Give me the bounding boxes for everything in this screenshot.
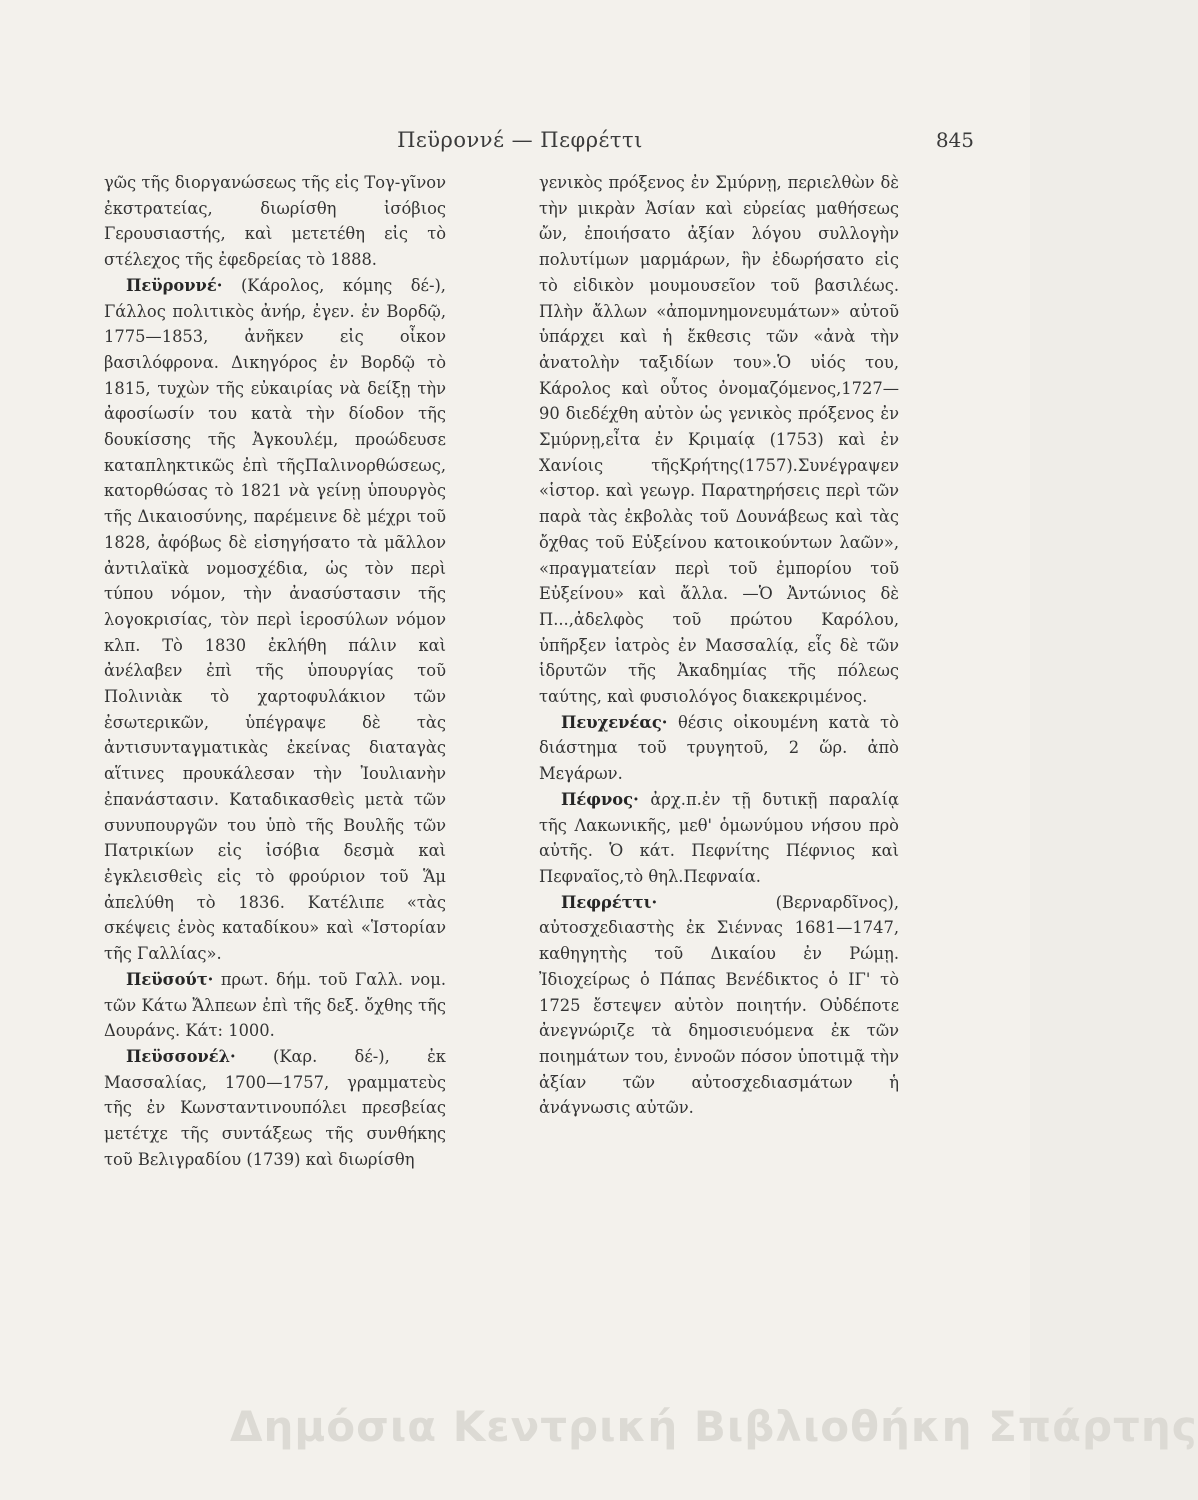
page-header — [60, 128, 980, 158]
entry-headword: Πευχενέας· — [561, 712, 668, 732]
entry-body: ἀρχ.π.ἐν τῇ δυτικῇ παραλίᾳ τῆς Λακωνικῆς, μεθ' ὁμωνύμου νήσου πρὸ αὐτῆς. Ὁ κάτ. Πεφνίτης Πέφνιος καὶ Πεφναῖος,τὸ θηλ.Πεφναία. — [539, 789, 899, 886]
entry-headword: Πέφνος· — [561, 789, 639, 809]
entry-continuation: γῶς τῆς διοργανώσεως τῆς εἰς Τογ-γῖνον ἐκστρατείας, διωρίσθη ἰσόβιος Γερουσιαστής, καὶ μετετέθη εἰς τὸ στέλεχος τῆς ἐφεδρείας τὸ 1888. — [104, 173, 446, 270]
entry-body: πρωτ. δήμ. τοῦ Γαλλ. νομ. τῶν Κάτω Ἄλπεων ἐπὶ τῆς δεξ. ὄχθης τῆς Δουράνς. Κάτ: 1000. — [104, 969, 446, 1041]
entry-peyronnet — [104, 273, 446, 967]
entry-peyssonnel — [104, 1044, 446, 1173]
library-watermark: Δημόσια Κεντρική Βιβλιοθήκη Σπάρτης — [230, 1402, 1198, 1451]
entry-headword: Πεϋσσονέλ· — [126, 1046, 236, 1066]
entry-pefnos — [539, 787, 899, 890]
entry-body: (Κάρολος, κόμης δέ-), Γάλλος πολιτικὸς ἀνήρ, ἐγεν. ἐν Βορδῷ, 1775—1853, ἀνῆκεν εἰς οἶκον βασιλόφρονα. Δικηγόρος ἐν Βορδῷ τὸ 1815, τυχὼν τῆς εὐκαιρίας νὰ δείξῃ τὴν ἀφοσίωσίν του κατὰ τὴν δίοδον τῆς δουκίσσης τῆς Ἀγκουλέμ, προώδευσε καταπληκτικῶς ἐπὶ τῆςΠαλινορθώσεως, κατορθώσας τὸ 1821 νὰ γείνῃ ὑπουργὸς τῆς Δικαιοσύνης, παρέμεινε δὲ μέχρι τοῦ 1828, ἀφόβως δὲ εἰσηγήσατο τὰ μᾶλλον ἀντιλαϊκὰ νομοσχέδια, ὡς τὸν περὶ τύπου νόμον, τὴν ἀνασύστασιν τῆς λογοκρισίας, τὸν περὶ ἱεροσύλων νόμον κλπ. Τὸ 1830 ἐκλήθη πάλιν καὶ ἀνέλαβεν ἐπὶ τῆς ὑπουργίας τοῦ Πολινιὰκ τὸ χαρτοφυλάκιον τῶν ἐσωτερικῶν, ὑπέγραψε δὲ τὰς ἀντισυνταγματικὰς ἐκείνας διαταγὰς αἵτινες προυκάλεσαν τὴν Ἰουλιανὴν ἐπανάστασιν. Καταδικασθεὶς μετὰ τῶν συνυπουργῶν του ὑπὸ τῆς Βουλῆς τῶν Πατρικίων εἰς ἰσόβια δεσμὰ καὶ ἐγκλεισθεὶς εἰς τὸ φρούριον τοῦ Ἅμ ἀπελύθη τὸ 1836. Κατέλιπε «τὰς σκέψεις ἑνὸς καταδίκου» καὶ «Ἱστορίαν τῆς Γαλλίας». — [104, 275, 446, 964]
running-head: Πεϋροννέ — Πεφρέττι — [397, 128, 643, 152]
entry-perfetti — [539, 890, 899, 1121]
right-column — [539, 170, 899, 1121]
entry-headword: Πεϋροννέ· — [126, 275, 223, 295]
entry-continuation: γενικὸς πρόξενος ἐν Σμύρνῃ, περιελθὼν δὲ τὴν μικρὰν Ἀσίαν καὶ εὐρείας μαθήσεως ὤν, ἐποιήσατο ἀξίαν λόγου συλλογὴν πολυτίμων μαρμάρων, ἣν ἐδωρήσατο εἰς τὸ εἰδικὸν μουμουσεῖον τοῦ βασιλέως. Πλὴν ἄλλων «ἀπομνημονευμάτων» αὐτοῦ ὑπάρχει καὶ ἡ ἔκθεσις τῶν «ἀνὰ τὴν ἀνατολὴν ταξιδίων του».Ὁ υἱός του, Κάρολος καὶ οὗτος ὀνομαζόμενος,1727—90 διεδέχθη αὐτὸν ὡς γενικὸς πρόξενος ἐν Σμύρνῃ,εἶτα ἐν Κριμαίᾳ (1753) καὶ ἐν Χανίοις τῆςΚρήτης(1757).Συνέγραψεν «ἱστορ. καὶ γεωγρ. Παρατηρήσεις περὶ τῶν παρὰ τὰς ἐκβολὰς τοῦ Δουνάβεως καὶ τὰς ὄχθας τοῦ Εὐξείνου κατοικούντων λαῶν», «πραγματείαν περὶ τοῦ ἐμπορίου τοῦ Εὐξείνου» καὶ ἄλλα. —Ὁ Ἀντώνιος δὲ Π...,ἀδελφὸς τοῦ πρώτου Καρόλου, ὑπῆρξεν ἰατρὸς ἐν Μασσαλίᾳ, εἷς δὲ τῶν ἱδρυτῶν τῆς Ἀκαδημίας τῆς πόλεως ταύτης, καὶ φυσιολόγος διακεκριμένος. — [539, 173, 899, 707]
entry-body: (Βερναρδῖνος), αὐτοσχεδιαστὴς ἐκ Σιέννας 1681—1747, καθηγητὴς τοῦ Δικαίου ἐν Ρώμῃ. Ἰδιοχείρως ὁ Πάπας Βενέδικτος ὁ ΙΓ' τὸ 1725 ἔστεψεν αὐτὸν ποιητήν. Οὐδέποτε ἀνεγνώριζε τὰ δημοσιευόμενα ἐκ τῶν ποιημάτων του, ἐννοῶν πόσον ὑποτιμᾷ τὴν ἀξίαν τῶν αὐτοσχεδιασμάτων ἡ ἀνάγνωσις αὐτῶν. — [539, 892, 899, 1118]
left-column — [104, 170, 446, 1172]
entry-headword: Πεφρέττι· — [561, 892, 658, 912]
entry-body: (Καρ. δέ-), ἐκ Μασσαλίας, 1700—1757, γραμματεὺς τῆς ἐν Κωνσταντινουπόλει πρεσβείας μετέτχε τῆς συντάξεως τῆς συνθήκης τοῦ Βελιγραδίου (1739) καὶ διωρίσθη — [104, 1046, 446, 1169]
entry-peuchenea — [539, 710, 899, 787]
entry-body: θέσις οἰκουμένη κατὰ τὸ διάστημα τοῦ τρυγητοῦ, 2 ὥρ. ἀπὸ Μεγάρων. — [539, 712, 899, 784]
entry-headword: Πεϋσούτ· — [126, 969, 214, 989]
page-number: 845 — [935, 128, 974, 152]
entry-peysout — [104, 967, 446, 1044]
